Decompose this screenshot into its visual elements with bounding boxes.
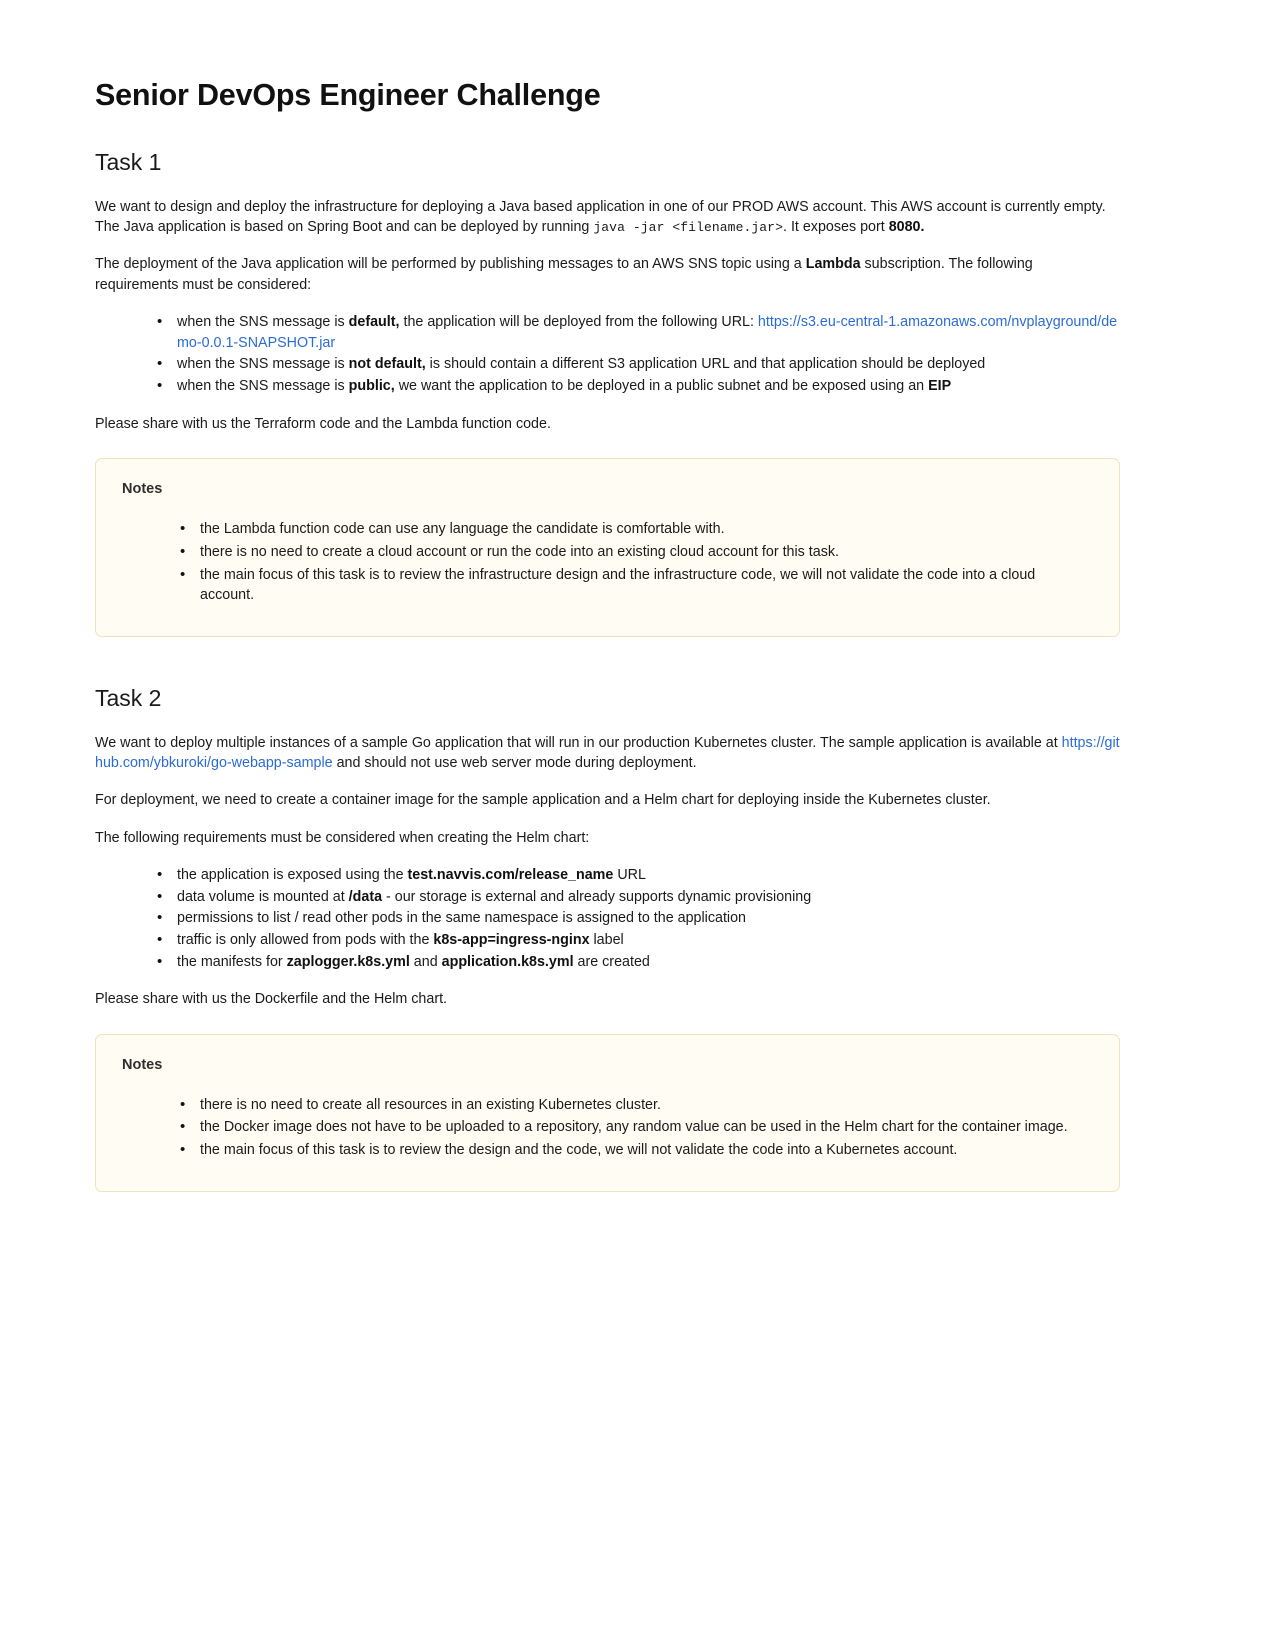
bullet-text-a: data volume is mounted at: [177, 888, 349, 905]
bullet-text-a: the application is exposed using the: [177, 866, 408, 883]
list-item: [157, 376, 1120, 397]
bullet-bold: k8s-app=ingress-nginx: [433, 931, 590, 948]
list-item: [157, 930, 1120, 951]
page-title: Senior DevOps Engineer Challenge: [95, 78, 601, 112]
list-item: [157, 887, 1120, 908]
bullet-bold: zaplogger.k8s.yml: [286, 953, 410, 970]
list-item: • there is no need to create a cloud account or run the code into an existing cloud account for this task.: [180, 542, 1093, 563]
github-repo-link[interactable]: https://github.com/ybkuroki/go-webapp-sample: [95, 734, 1120, 771]
task-2-notes-callout: [95, 1034, 1120, 1192]
task-1-paragraph-2-text-a: The deployment of the Java application will be performed by publishing messages to an AWS SNS topic using a: [95, 256, 806, 273]
bullet-text-b: the application will be deployed from the following URL:: [399, 314, 758, 330]
task-2-requirements-list: [95, 865, 1120, 973]
bullet-text-b: is should contain a different S3 application URL and that application should be deployed: [425, 356, 986, 373]
task-2-paragraph-4: Please share with us the Dockerfile and the Helm chart.: [95, 991, 448, 1008]
task-1-paragraph-1: [95, 197, 1120, 238]
port-number-bold: 8080.: [888, 218, 925, 235]
notes-title: Notes: [122, 481, 163, 498]
task-2-notes-list: [122, 1095, 1093, 1161]
task-1-section: [95, 149, 1120, 637]
task-1-paragraph-2: [95, 254, 1120, 295]
list-item: • the main focus of this task is to review the infrastructure design and the infrastructure code, we will not validate the code into a cloud account.: [180, 565, 1093, 606]
task-2-heading: Task 2: [95, 685, 162, 712]
bullet-text-b: URL: [613, 866, 646, 883]
list-item: [157, 952, 1120, 973]
bullet-text-b: label: [589, 931, 624, 948]
task-2-paragraph-2: For deployment, we need to create a container image for the sample application and a Helm chart for deploying inside the Kubernetes cluster.: [95, 792, 991, 809]
list-item: • the Lambda function code can use any language the candidate is comfortable with.: [180, 519, 1093, 540]
list-item: • there is no need to create all resources in an existing Kubernetes cluster.: [180, 1095, 1093, 1116]
java-jar-command-code: java -jar <filename.jar>: [593, 219, 783, 235]
bullet-text-a: traffic is only allowed from pods with the: [177, 931, 434, 948]
task-1-heading: Task 1: [95, 149, 162, 176]
bullet-bold: default,: [348, 314, 400, 330]
list-item: • the Docker image does not have to be uploaded to a repository, any random value can be used in the Helm chart for the container image.: [180, 1117, 1093, 1138]
bullet-text-a: when the SNS message is: [177, 314, 349, 330]
task-2-paragraph-1: [95, 733, 1120, 774]
task-1-paragraph-1-text-a: We want to design and deploy the infrastructure for deploying a Java based application in one of our PROD AWS account. This AWS account is currently empty. The Java application is based on Spring Boot and can be deployed by running: [95, 198, 1106, 235]
bullet-bold: /data: [348, 888, 383, 905]
task-2-paragraph-3: The following requirements must be considered when creating the Helm chart:: [95, 829, 590, 846]
task-2-section: [95, 685, 1120, 1192]
list-item: [157, 354, 1120, 375]
bullet-text-a: the manifests for: [177, 953, 287, 970]
task-1-requirements-list: [95, 312, 1120, 397]
bullet-bold: test.navvis.com/release_name: [407, 866, 614, 883]
task-1-notes-callout: [95, 458, 1120, 637]
bullet-text-c: are created: [573, 953, 650, 970]
task-1-notes-list: [122, 519, 1093, 606]
bullet-text-a: when the SNS message is: [177, 378, 349, 395]
s3-jar-url-link[interactable]: https://s3.eu-central-1.amazonaws.com/nvplayground/demo-0.0.1-SNAPSHOT.jar: [177, 314, 1118, 351]
bullet-text-a: permissions to list / read other pods in the same namespace is assigned to the application: [177, 910, 747, 927]
task-2-paragraph-1-text-b: and should not use web server mode during deployment.: [332, 754, 697, 771]
task-1-paragraph-3: Please share with us the Terraform code and the Lambda function code.: [95, 415, 551, 432]
bullet-text-b: we want the application to be deployed in a public subnet and be exposed using an: [394, 378, 929, 395]
bullet-bold: not default,: [348, 356, 426, 373]
bullet-bold: public,: [348, 378, 395, 395]
list-item: [157, 908, 1120, 929]
task-1-paragraph-1-text-b: . It exposes port: [783, 218, 889, 235]
notes-title: Notes: [122, 1056, 163, 1073]
lambda-bold: Lambda: [805, 256, 861, 273]
bullet-text-b: - our storage is external and already supports dynamic provisioning: [382, 888, 812, 905]
task-1-paragraph-2-text-b: subscription. The following requirements must be considered:: [95, 256, 1033, 293]
list-item: [157, 312, 1120, 353]
eip-bold: EIP: [928, 378, 952, 395]
bullet-text-a: when the SNS message is: [177, 356, 349, 373]
list-item: • the main focus of this task is to review the design and the code, we will not validate the code into a Kubernetes account.: [180, 1140, 1093, 1161]
bullet-bold-2: application.k8s.yml: [441, 953, 574, 970]
list-item: [157, 865, 1120, 886]
task-2-paragraph-1-text-a: We want to deploy multiple instances of a sample Go application that will run in our production Kubernetes cluster. The sample application is available at: [95, 734, 1062, 751]
bullet-text-b: and: [409, 953, 442, 970]
